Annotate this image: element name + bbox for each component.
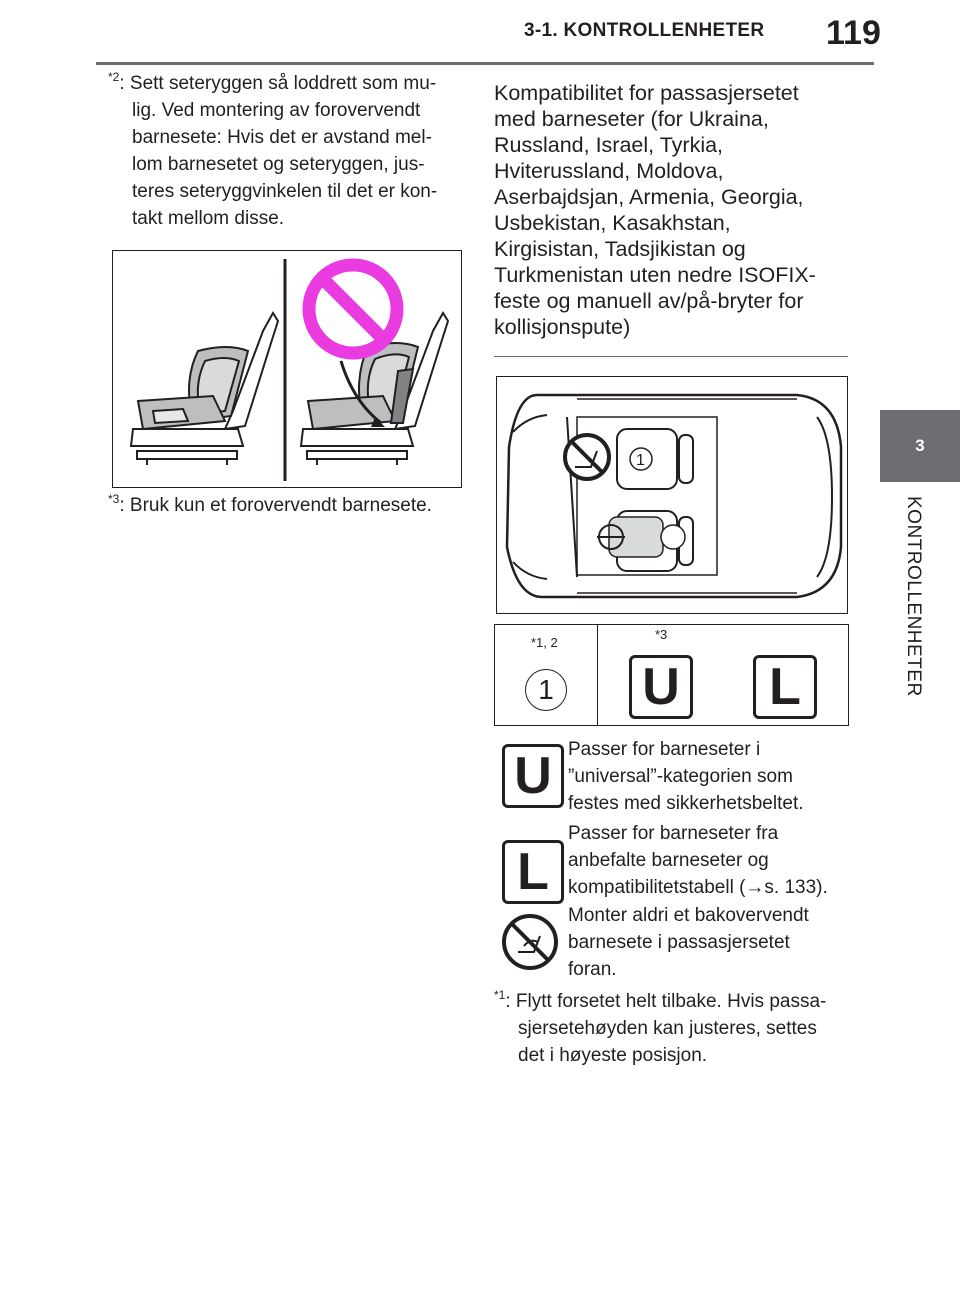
heading-line: Russland, Israel, Tyrkia, (494, 133, 724, 157)
chapter-number: 3 (915, 436, 925, 455)
legend-listed-icon (502, 840, 564, 904)
legend-line: festes med sikkerhetsbeltet. (568, 793, 804, 814)
note-2-marker: *2 (108, 70, 120, 84)
listed-seat-icon (753, 655, 817, 719)
legend-universal-text (568, 736, 853, 817)
heading-line: Turkmenistan uten nedre ISOFIX- (494, 263, 816, 287)
legend-no-rear-facing-icon (500, 912, 560, 972)
note-2-line: barnesete: Hvis det er avstand mel- (132, 127, 432, 148)
header-rule (96, 62, 874, 65)
legend-line: Monter aldri et bakovervendt (568, 905, 809, 926)
legend-icon-l: L (517, 843, 549, 901)
section-title: 3-1. KONTROLLENHETER (524, 20, 765, 41)
table-divider (597, 625, 598, 725)
legend-no-rear-facing-text (568, 902, 853, 983)
chapter-side-label (893, 496, 933, 726)
legend-line: ”universal”-kategorien som (568, 766, 793, 787)
note-1-line: sjersetehøyden kan justeres, settes (518, 1018, 817, 1039)
note-2-line: lig. Ved montering av forovervendt (132, 100, 421, 121)
car-seat-icon (131, 313, 278, 465)
note-1-line: det i høyeste posisjon. (518, 1045, 708, 1066)
seat-angle-illustration (112, 250, 462, 488)
note-2 (108, 70, 468, 232)
heading-line: feste og manuell av/på-bryter for (494, 289, 804, 313)
note-2-line: teres seteryggvinkelen til det er kon- (132, 181, 438, 202)
heading-line: Kompatibilitet for passasjersetet (494, 81, 799, 105)
page-number: 119 (826, 14, 881, 52)
col1-header: *1, 2 (531, 635, 558, 650)
col2-value-u: U (642, 658, 680, 716)
no-rear-facing-icon (500, 912, 560, 972)
prohibition-icon (309, 265, 397, 353)
heading-line: Aserbajdsjan, Armenia, Georgia, (494, 185, 804, 209)
legend-line: Passer for barneseter fra (568, 823, 779, 844)
heading-rule (494, 356, 848, 357)
heading-line: kollisjonspute) (494, 315, 631, 339)
note-2-line: lom barnesetet og seteryggen, jus- (132, 154, 425, 175)
heading-line: Usbekistan, Kasakhstan, (494, 211, 731, 235)
universal-icon (629, 655, 693, 719)
legend-line: Passer for barneseter i (568, 739, 761, 760)
legend-icon-u: U (514, 747, 552, 805)
seat-number-badge (525, 669, 567, 711)
compatibility-table (494, 624, 849, 726)
heading-line: med barneseter (for Ukraina, (494, 107, 769, 131)
chapter-tab (880, 410, 960, 482)
col2-header: *3 (655, 627, 668, 642)
legend-line: barnesete i passasjersetet (568, 932, 790, 953)
col1-value: 1 (538, 674, 554, 705)
car-diagram (497, 377, 847, 613)
note-3-text: : Bruk kun et forovervendt barnesete. (119, 495, 432, 516)
seat-angle-drawing (113, 251, 461, 487)
seat-number: 1 (636, 452, 645, 469)
chapter-label: KONTROLLENHETER (903, 496, 924, 697)
heading-line: Kirgisistan, Tadsjikistan og (494, 237, 746, 261)
col2-value-l: L (769, 658, 801, 716)
note-1 (494, 988, 854, 1069)
heading-line: Hviterussland, Moldova, (494, 159, 724, 183)
no-rear-facing-icon (565, 435, 609, 479)
note-2-line: takt mellom disse. (132, 208, 285, 229)
note-1-marker: *1 (494, 988, 506, 1002)
car-top-view (496, 376, 848, 614)
legend-line: foran. (568, 959, 617, 980)
legend-listed-text (568, 820, 853, 901)
compatibility-heading (494, 80, 849, 340)
note-3-marker: *3 (108, 492, 120, 506)
legend-line: kompatibilitetstabell (→s. 133). (568, 877, 828, 898)
note-1-line: : Flytt forsetet helt tilbake. Hvis passa- (505, 991, 827, 1012)
legend-line: anbefalte barneseter og (568, 850, 769, 871)
note-2-line: : Sett seteryggen så loddrett som mu- (119, 73, 437, 94)
note-3 (108, 492, 468, 519)
legend-universal-icon (502, 744, 564, 808)
